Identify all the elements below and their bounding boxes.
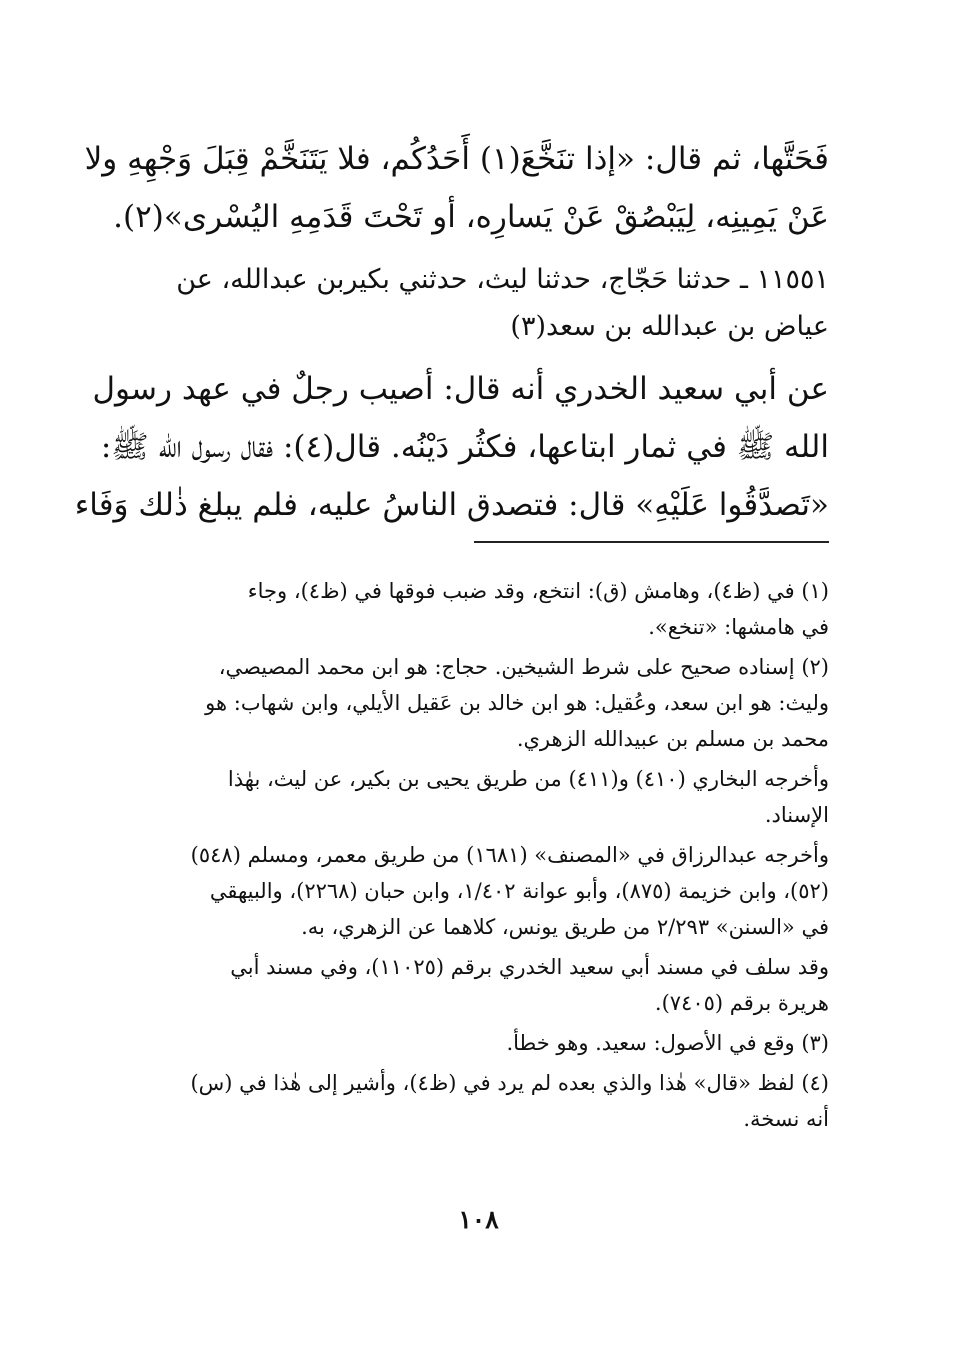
- footnote-4-line-2: أنه نسخة.: [743, 1107, 829, 1131]
- main-line-5: عن أبي سعيد الخدري أنه قال: أصيب رجلٌ في عهد رسول: [92, 371, 829, 407]
- footnote-1-line-2: في هامشها: «تنخع».: [648, 615, 829, 639]
- footnote-2-line-1: (٢) إسناده صحيح على شرط الشيخين. حجاج: هو ابن محمد المصيصي،: [218, 655, 829, 679]
- footnote-2-line-6: وأخرجه عبدالرزاق في «المصنف» (١٦٨١) من طريق معمر، ومسلم (٥٤٨): [190, 843, 829, 867]
- hadith-number-line: ١١٥٥١ ـ حدثنا حَجّاج، حدثنا ليث، حدثني بكيربن عبدالله، عن: [176, 264, 829, 295]
- footnote-2-line-3: محمد بن مسلم بن عبيدالله الزهري.: [516, 727, 829, 751]
- main-line-1: فَحَتَّها، ثم قال: «إذا تنَخَّعَ(١) أَحَدُكُم، فلا يَتَنَخَّمْ قِبَلَ وَجْهِهِ ولا: [84, 141, 829, 177]
- main-line-2: عَنْ يَمِينِه، لِيَبْصُقْ عَنْ يَسارِه، أو تَحْتَ قَدَمِهِ اليُسْرى»(٢).: [113, 199, 829, 235]
- footnote-2-line-8: في «السنن» ٢/٢٩٣ من طريق يونس، كلاهما عن الزهري، به.: [301, 915, 829, 939]
- footnote-divider: [474, 541, 829, 543]
- footnotes: [128, 573, 829, 1137]
- footnote-2-line-9: وقد سلف في مسند أبي سعيد الخدري برقم (١١٠٢٥)، وفي مسند أبي: [230, 955, 829, 979]
- footnote-1-line-1: (١) في (ظ٤)، وهامش (ق): انتخع، وقد ضبب فوقها في (ظ٤)، وجاء: [247, 579, 829, 603]
- main-line-6: الله ﷺ في ثمار ابتاعها، فكثُر دَيْنُه. قال(٤): فقال رسول الله ﷺ:: [100, 429, 829, 465]
- footnote-3-line-1: (٣) وقع في الأصول: سعيد. وهو خطأ.: [506, 1031, 829, 1055]
- main-line-7: «تَصدَّقُوا عَلَيْهِ» قال: فتصدق الناسُ عليه، فلم يبلغ ذٰلك وَفَاء: [74, 487, 829, 523]
- footnote-2-line-2: وليث: هو ابن سعد، وعُقيل: هو ابن خالد بن عَقيل الأيلي، وابن شهاب: هو: [205, 691, 829, 715]
- footnote-2-line-10: هريرة برقم (٧٤٠٥).: [654, 991, 829, 1015]
- isnad-line: عياض بن عبدالله بن سعد(٣): [510, 311, 829, 342]
- footnote-2-line-7: (٥٢)، وابن خزيمة (٨٧٥)، وأبو عوانة ١/٤٠٢، وابن حبان (٢٢٦٨)، والبيهقي: [209, 879, 829, 903]
- footnote-2-line-4: وأخرجه البخاري (٤١٠) و(٤١١) من طريق يحيى بن بكير، عن ليث، بهٰذا: [227, 767, 829, 791]
- footnote-2-line-5: الإسناد.: [764, 803, 829, 827]
- footnote-4-line-1: (٤) لفظ «قال» هٰذا والذي بعده لم يرد في (ظ٤)، وأشير إلى هٰذا في (س): [190, 1071, 829, 1095]
- main-text: [74, 130, 829, 534]
- page-number: ١٠٨: [458, 1205, 499, 1234]
